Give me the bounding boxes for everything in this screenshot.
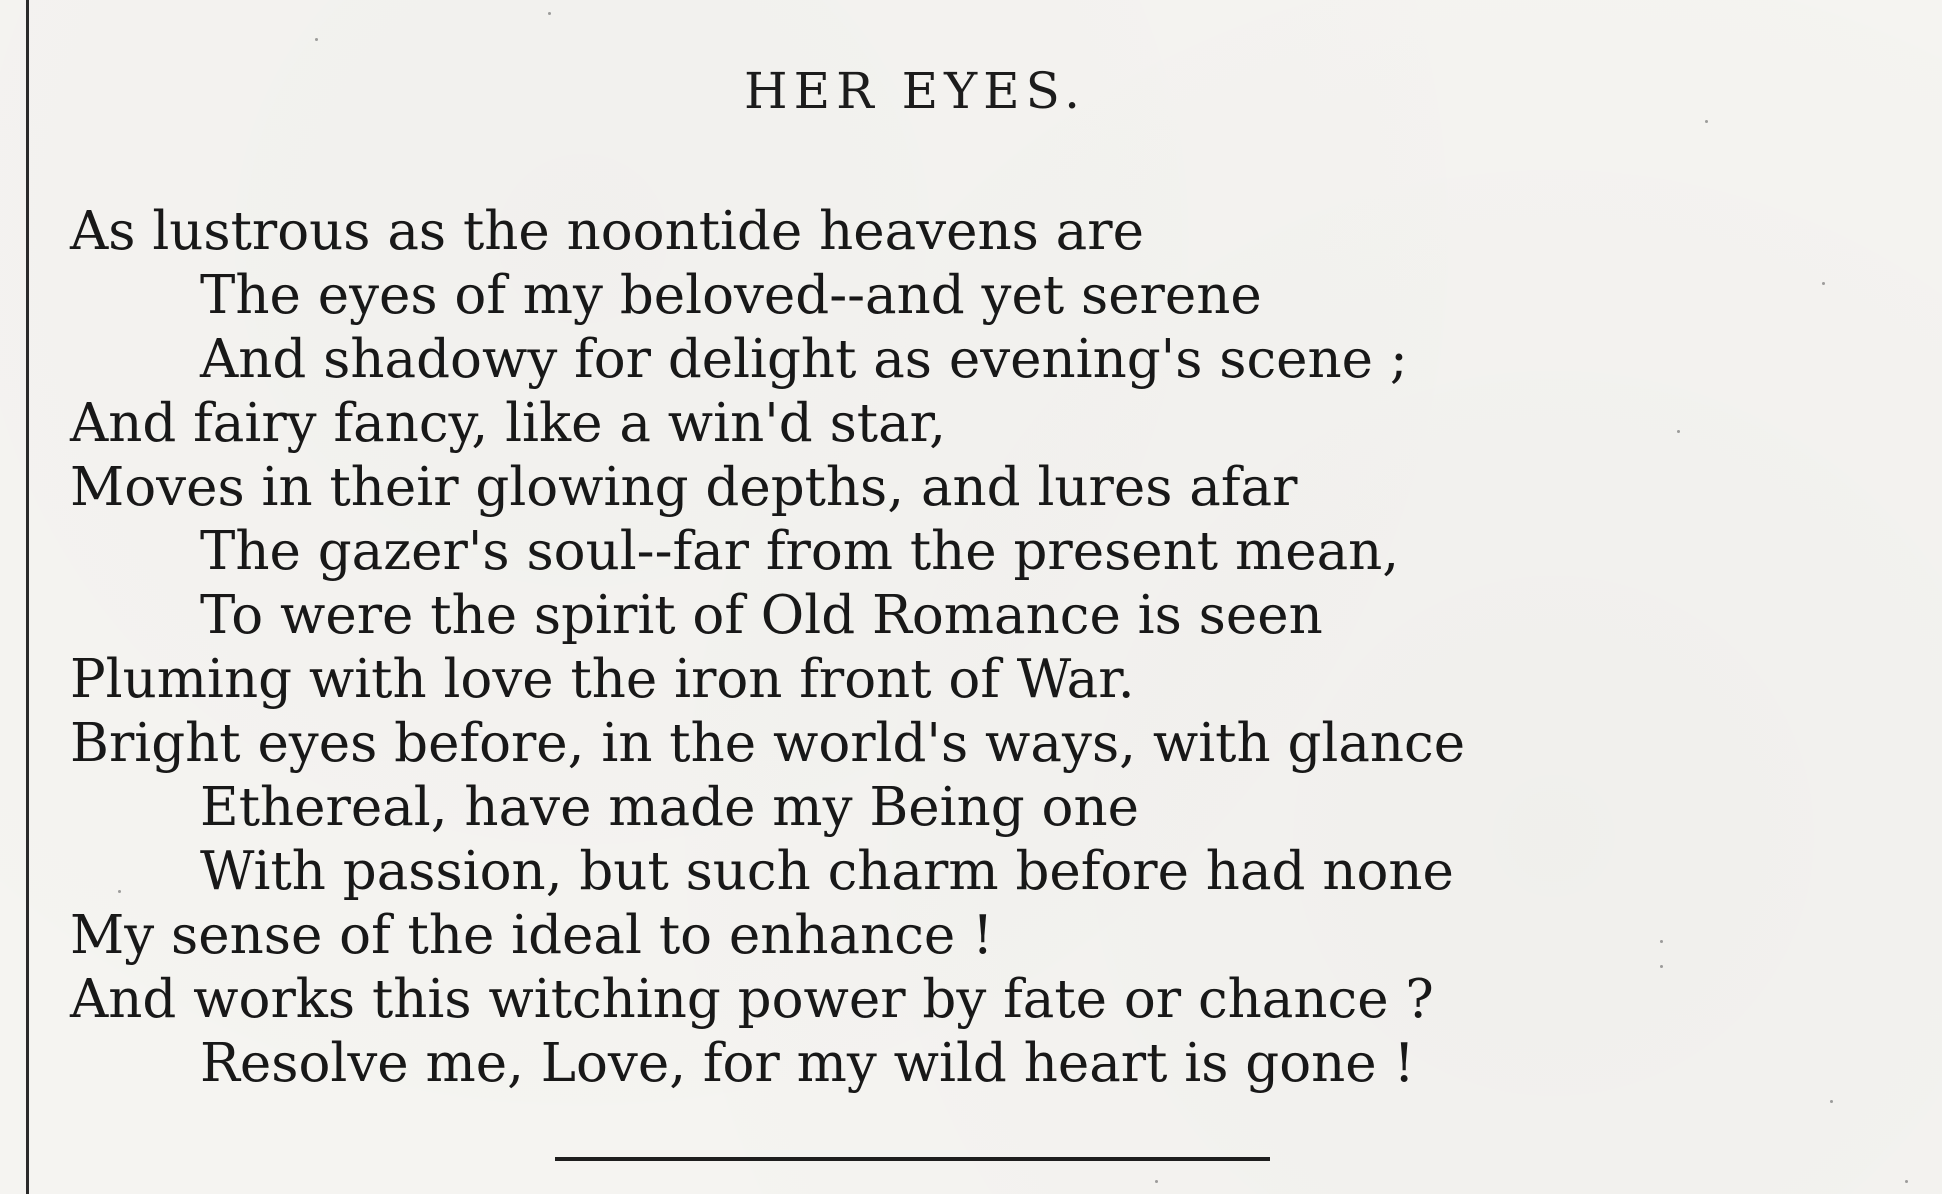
print-speck <box>1155 1180 1158 1183</box>
print-speck <box>1830 1100 1833 1103</box>
poem-line: And shadowy for delight as evening's scene ; <box>200 329 1408 390</box>
print-speck <box>1822 282 1825 285</box>
poem-line: And fairy fancy, like a win'd star, <box>70 393 947 454</box>
poem-line: Bright eyes before, in the world's ways, with glance <box>70 713 1466 774</box>
poem-line: To were the spirit of Old Romance is seen <box>200 585 1323 646</box>
poem-line: Ethereal, have made my Being one <box>200 777 1139 838</box>
print-speck <box>1660 965 1663 968</box>
poem-line: Pluming with love the iron front of War. <box>70 649 1135 710</box>
poem-line: The gazer's soul--far from the present mean, <box>200 521 1400 582</box>
print-speck <box>1677 430 1680 433</box>
poem-line: My sense of the ideal to enhance ! <box>70 905 994 966</box>
poem-line: With passion, but such charm before had none <box>200 841 1454 902</box>
poem-line: As lustrous as the noontide heavens are <box>70 201 1144 262</box>
print-speck <box>1905 1180 1908 1183</box>
print-speck <box>1705 120 1708 123</box>
print-speck <box>315 38 318 41</box>
column-rule <box>26 0 29 1194</box>
print-speck <box>118 890 121 893</box>
poem-line: And works this witching power by fate or chance ? <box>70 969 1434 1030</box>
poem-line: Moves in their glowing depths, and lures afar <box>70 457 1298 518</box>
print-speck <box>548 12 551 15</box>
print-speck <box>1660 940 1663 943</box>
poem-line: The eyes of my beloved--and yet serene <box>200 265 1262 326</box>
poem-line: Resolve me, Love, for my wild heart is gone ! <box>200 1033 1415 1094</box>
poem-body <box>70 200 1770 1096</box>
poem-title: HER EYES. <box>743 62 1086 120</box>
bottom-rule <box>555 1157 1270 1161</box>
